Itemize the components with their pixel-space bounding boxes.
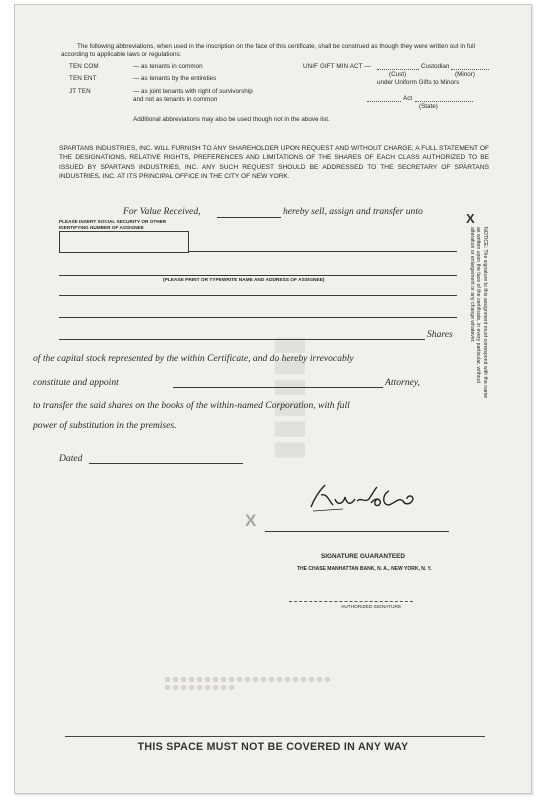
state-label: (State) [419, 103, 438, 110]
assignee-line-3[interactable] [59, 295, 457, 296]
signature-line[interactable] [265, 531, 449, 532]
company-statement: SPARTANS INDUSTRIES, INC. WILL FURNISH TO ANY SHAREHOLDER UPON REQUEST AND WITHOUT CHARGE, A FULL STATEMENT OF THE DESIGNATIONS, RELATIVE RIGHTS, PREFERENCES AND LIMITATIONS OF THE SHARES OF EACH CLASS AUTHORIZED TO BE ISSUED BY SPARTANS INDUSTRIES, INC. ANY SUCH REQUEST SHOULD BE ADDRESSED TO THE SECRETARY OF SPARTANS INDUSTRIES, INC. AT ITS PRINCIPAL OFFICE IN THE CITY OF NEW YORK. [59, 145, 489, 181]
chase-bank-name: THE CHASE MANHATTAN BANK, N. A., NEW YORK, N. Y. [297, 566, 432, 572]
custodian-line-2 [451, 69, 489, 70]
footer-divider [65, 736, 485, 737]
perforation-dots [165, 677, 335, 690]
shares-label: Shares [427, 329, 453, 340]
certificate-back [14, 4, 532, 794]
assignee-line-4[interactable] [59, 317, 457, 318]
handwritten-signature [303, 477, 427, 517]
for-value-received: For Value Received, [123, 206, 201, 217]
gift-act-label: UNIF GIFT MIN ACT — [303, 63, 371, 70]
abbrev-meaning-ten-ent: — as tenants by the entireties [133, 75, 217, 82]
power-substitution-text: power of substitution in the premises. [33, 420, 177, 431]
abbrev-meaning-ten-com: — as tenants in common [133, 63, 203, 70]
act-label: Act [403, 95, 413, 102]
for-value-blank[interactable] [217, 217, 281, 218]
capital-stock-text: of the capital stock represented by the within Certificate, and do hereby irrevocably [33, 353, 354, 364]
authorized-signature-label: AUTHORIZED SIGNATURE [341, 605, 402, 610]
shares-line[interactable] [59, 339, 425, 340]
notice-text: NOTICE: The signature to this assignment must correspond with the name as written upon the face of the certificate, in every particular, without alteration or enlargement or any change whatever. [468, 227, 488, 399]
abbreviations-intro: The following abbreviations, when used in the inscription on the face of this certificate, shall be construed as though they were written out in full according to applicable laws or regulations: [61, 43, 475, 58]
assignee-line-1[interactable] [189, 251, 457, 252]
signature-x-mark: X [245, 511, 257, 530]
hereby-sell-text: hereby sell, assign and transfer unto [283, 206, 423, 217]
ssn-input-box[interactable] [59, 231, 189, 253]
bleed-through-watermark: ▮▮▮▮▮▮ [271, 335, 313, 461]
custodian-line [377, 69, 419, 70]
footer-warning: THIS SPACE MUST NOT BE COVERED IN ANY WAY [137, 741, 409, 753]
constitute-appoint-text: constitute and appoint [33, 377, 119, 388]
abbrev-meaning-jt-ten: — as joint tenants with right of survivorship and not as tenants in common [133, 88, 253, 103]
abbrev-code-ten-ent: TEN ENT [69, 75, 97, 82]
notice-x-mark: X [466, 211, 475, 226]
authorized-signature-line[interactable] [289, 601, 413, 602]
abbrev-code-jt-ten: JT TEN [69, 88, 91, 95]
abbrev-code-ten-com: TEN COM [69, 63, 99, 70]
ssn-label: PLEASE INSERT SOCIAL SECURITY OR OTHER IDENTIFYING NUMBER OF ASSIGNEE [59, 219, 167, 230]
assignee-line-2[interactable] [59, 275, 457, 276]
cust-label: (Cust) [389, 71, 407, 78]
print-name-label: (PLEASE PRINT OR TYPEWRITE NAME AND ADDRESS OF ASSIGNEE) [163, 278, 325, 283]
under-uniform-gifts: under Uniform Gifts to Minors [377, 79, 460, 86]
attorney-label: Attorney, [385, 377, 420, 388]
custodian-label: Custodian [421, 63, 450, 70]
dated-label: Dated [59, 453, 83, 464]
signature-guaranteed-label: SIGNATURE GUARANTEED [321, 553, 406, 560]
dated-line[interactable] [89, 463, 243, 464]
attorney-line[interactable] [173, 387, 383, 388]
act-line-1 [367, 101, 401, 102]
act-line-2 [415, 101, 473, 102]
additional-abbreviations: Additional abbreviations may also be used though not in the above list. [133, 116, 330, 123]
transfer-books-text: to transfer the said shares on the books of the within-named Corporation, with full [33, 400, 350, 411]
minor-label: (Minor) [455, 71, 475, 78]
notice-box [462, 227, 488, 403]
